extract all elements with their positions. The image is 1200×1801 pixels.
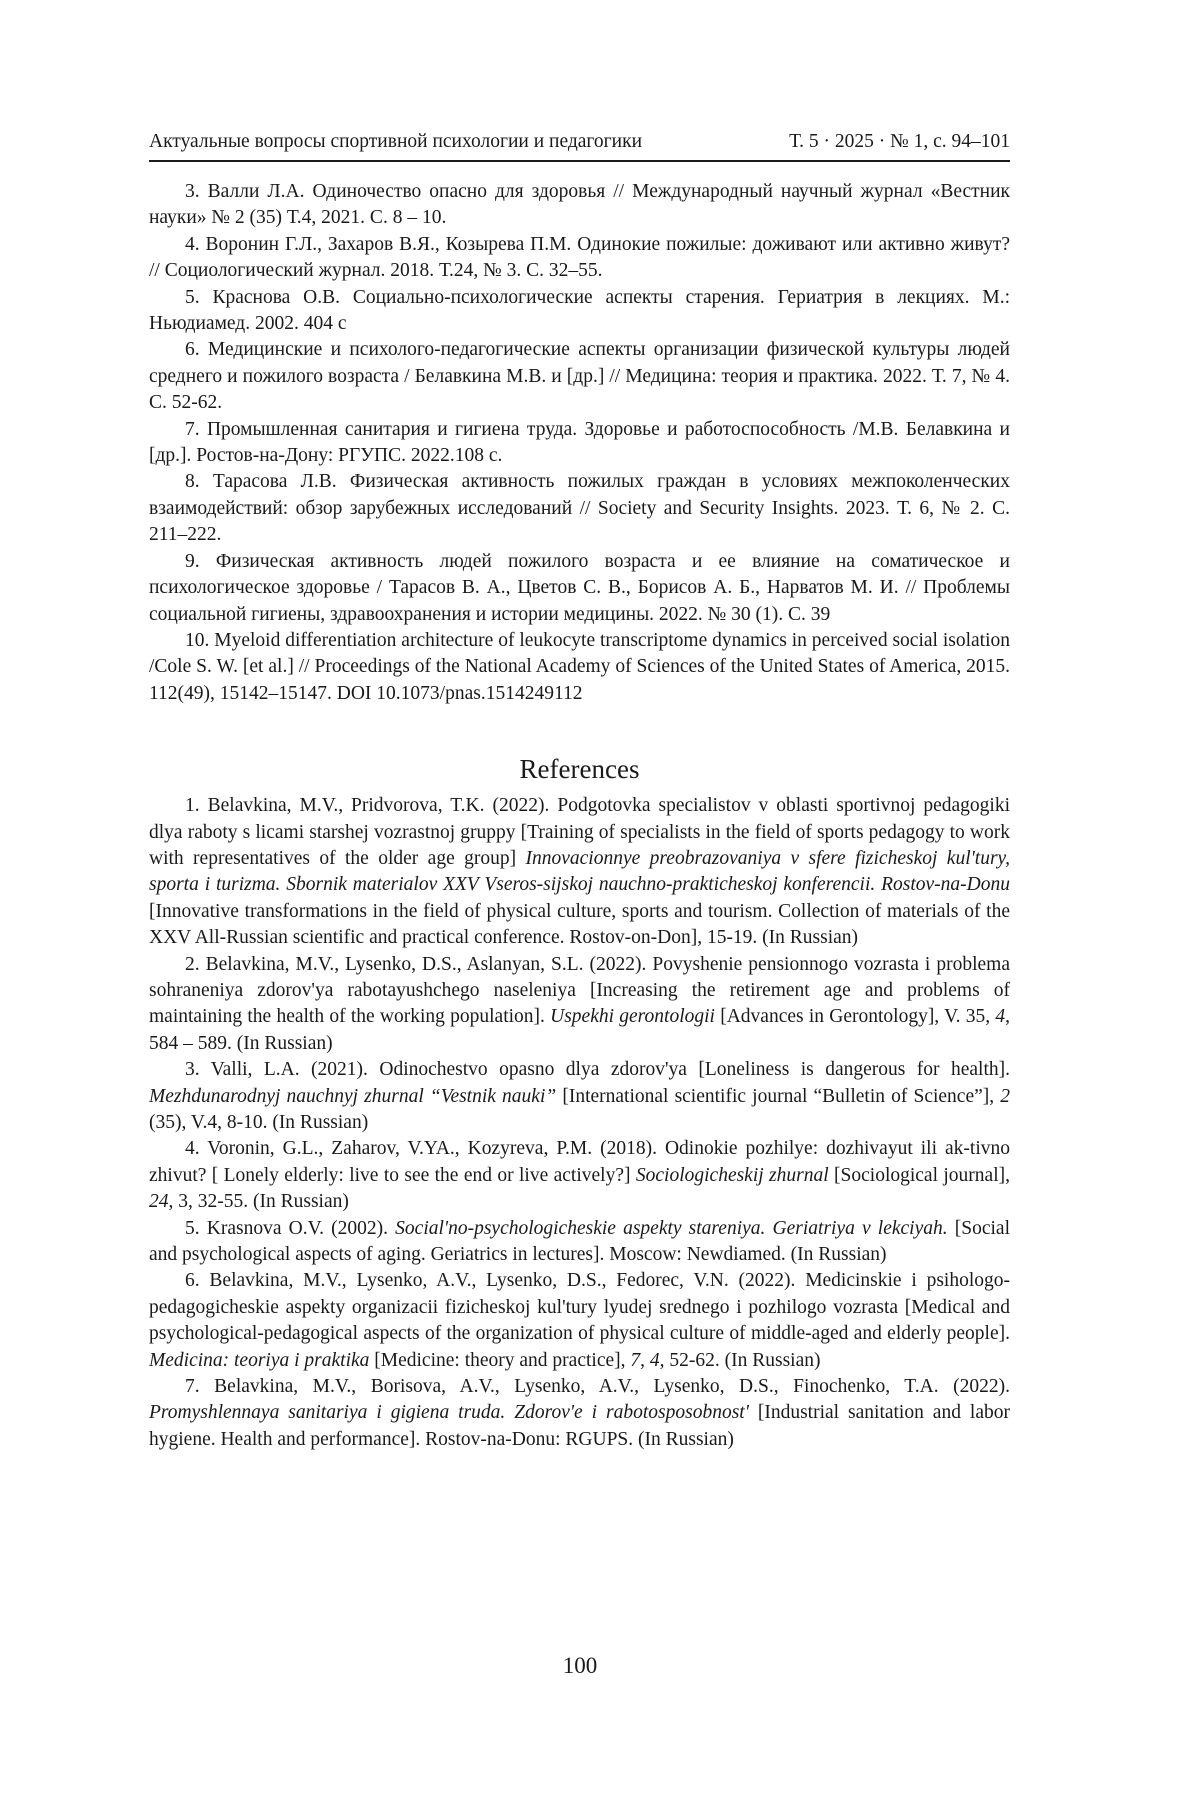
entry-italic-text: Innovacionnye preobrazovaniya v sfere fizicheskoj kul'tury, sporta i turizma. Sbornik materialov XXV Vseros-sijskoj nauchno-prakticheskoj konferencii. Rostov-na-Donu xyxy=(149,847,1010,896)
entry-text: 6. Belavkina, M.V., Lysenko, A.V., Lysenko, D.S., Fedorec, V.N. (2022). Medicinskie i psihologo-pedagogicheskie aspekty organizacii fizicheskoj kul'tury lyudej srednego i pozhilogo vozrasta [Medical and psychological-pedagogical aspects of the organization of physical culture of middle-aged and elderly people]. xyxy=(149,1270,1010,1345)
running-header xyxy=(149,128,1010,162)
entry-italic-text: Mezhdunarodnyj nauchnyj zhurnal “Vestnik nauki” xyxy=(149,1085,557,1107)
issue-info: Т. 5 · 2025 · № 1, с. 94–101 xyxy=(789,131,1010,152)
reference-entry xyxy=(149,793,1010,951)
bibliography-entry xyxy=(149,337,1010,416)
entry-text: 52-62. (In Russian) xyxy=(664,1349,821,1371)
entry-text: [Sociological journal], xyxy=(828,1164,1010,1186)
entry-text: 8. Тарасова Л.В. Физическая активность пожилых граждан в условиях межпоколенческих взаимодействий: обзор зарубежных исследований // Society and Security Insights. 2023. Т. 6, № 2. С. 211–222. xyxy=(149,471,1010,546)
entry-italic-text: 24 xyxy=(149,1191,169,1213)
reference-entry xyxy=(149,1057,1010,1136)
reference-entry xyxy=(149,1268,1010,1374)
references-heading: References xyxy=(519,754,640,785)
bibliography-list xyxy=(149,179,1010,707)
entry-text: 3. Valli, L.A. (2021). Odinochestvo opasno dlya zdorov'ya [Loneliness is dangerous for health]. xyxy=(185,1059,1010,1081)
entry-text: 5. Краснова О.В. Социально-психологические аспекты старения. Гериатрия в лекциях. М.: Ньюдиамед. 2002. 404 с xyxy=(149,286,1010,335)
bibliography-entry xyxy=(149,469,1010,548)
entry-italic-text: 7, 4, xyxy=(630,1349,665,1371)
page-number: 100 xyxy=(562,1653,598,1678)
entry-text: 5. Krasnova O.V. (2002). xyxy=(185,1217,396,1239)
bibliography-entry xyxy=(149,179,1010,232)
page-content xyxy=(149,179,1010,1453)
bibliography-entry xyxy=(149,549,1010,628)
entry-text: [Advances in Gerontology], V. 35, xyxy=(714,1006,996,1028)
entry-italic-text: 4 xyxy=(995,1006,1006,1028)
bibliography-entry xyxy=(149,628,1010,707)
entry-italic-text: Uspekhi gerontologii xyxy=(550,1006,715,1028)
entry-text: 4. Voronin, G.L., Zaharov, V.YA., Kozyreva, P.M. (2018). Odinokie pozhilye: dozhivayut ili ak-tivno zhivut? [ Lonely elderly: live to see the end or live actively?] xyxy=(149,1138,1010,1186)
entry-text: [Social and psychological aspects of aging. Geriatrics in lectures]. Moscow: Newdiamed. (In Russian) xyxy=(149,1217,1010,1266)
entry-italic-text: Sociologicheskij zhurnal xyxy=(635,1164,829,1186)
entry-text: 3. Валли Л.А. Одиночество опасно для здоровья // Международный научный журнал «Вестник науки» № 2 (35) Т.4, 2021. С. 8 – 10. xyxy=(149,181,1010,229)
entry-text: 6. Медицинские и психолого-педагогические аспекты организации физической культуры людей среднего и пожилого возраста / Белавкина М.В. и [др.] // Медицина: теория и практика. 2022. Т. 7, № 4. С. 52-62. xyxy=(149,339,1010,414)
reference-entry xyxy=(149,952,1010,1058)
entry-italic-text: 2 xyxy=(1000,1085,1010,1107)
entry-text: 10. Myeloid differentiation architecture of leukocyte transcriptome dynamics in perceived social isolation /Cole S. W. [et al.] // Proceedings of the National Academy of Sciences of the United States of America, 2015. 112(49), 15142–15147. DOI 10.1073/pnas.1514249112 xyxy=(149,629,1010,704)
entry-text: 2. Belavkina, M.V., Lysenko, D.S., Aslanyan, S.L. (2022). Povyshenie pensionnogo vozrasta i problema sohraneniya zdorov'ya rabotayushchego naseleniya [Increasing the retirement age and problems of maintaining the health of the working population]. xyxy=(149,953,1010,1028)
entry-text: [Industrial sanitation and labor hygiene. Health and performance]. Rostov-na-Donu: RGUPS. (In Russian) xyxy=(149,1402,1010,1450)
reference-entry xyxy=(149,1136,1010,1215)
entry-text: , 584 – 589. (In Russian) xyxy=(149,1006,1010,1054)
entry-text: 7. Промышленная санитария и гигиена труда. Здоровье и работоспособность /М.В. Белавкина и [др.]. Ростов-на-Дону: РГУПС. 2022.108 с. xyxy=(149,418,1010,467)
entry-text: [Innovative transformations in the field of physical culture, sports and tourism. Collection of materials of the XXV All-Russian scientific and practical conference. Rostov-on-Don], 15-19. (In Russian) xyxy=(149,900,1010,949)
entry-text: , 3, 32-55. (In Russian) xyxy=(168,1191,349,1213)
reference-entry xyxy=(149,1374,1010,1453)
bibliography-entry xyxy=(149,417,1010,470)
entry-italic-text: Promyshlennaya sanitariya i gigiena truda. Zdorov'e i rabotosposobnost' xyxy=(149,1402,749,1424)
journal-title: Актуальные вопросы спортивной психологии и педагогики xyxy=(149,131,643,152)
entry-italic-text: Medicina: teoriya i praktika xyxy=(149,1349,370,1371)
entry-text: [International scientific journal “Bulletin of Science”], xyxy=(556,1085,1001,1107)
entry-italic-text: Social'no-psychologicheskie aspekty stareniya. Geriatriya v lekciyah. xyxy=(395,1217,948,1239)
entry-text: 4. Воронин Г.Л., Захаров В.Я., Козырева П.М. Одинокие пожилые: доживают или активно живут? // Социологический журнал. 2018. Т.24, № 3. С. 32–55. xyxy=(149,233,1010,282)
references-list xyxy=(149,793,1010,1453)
entry-text: [Medicine: theory and practice], xyxy=(369,1349,631,1371)
bibliography-entry xyxy=(149,285,1010,338)
entry-text: 7. Belavkina, M.V., Borisova, A.V., Lysenko, A.V., Lysenko, D.S., Finochenko, T.A. (2022). xyxy=(185,1376,1010,1398)
bibliography-entry xyxy=(149,232,1010,285)
reference-entry xyxy=(149,1216,1010,1269)
entry-text: 9. Физическая активность людей пожилого возраста и ее влияние на соматическое и психологическое здоровье / Тарасов В. А., Цветов С. В., Борисов А. Б., Нарватов М. И. // Проблемы социальной гигиены, здравоохранения и истории медицины. 2022. № 30 (1). С. 39 xyxy=(149,550,1010,625)
entry-text: (35), V.4, 8-10. (In Russian) xyxy=(149,1112,369,1133)
entry-text: 1. Belavkina, M.V., Pridvorova, T.K. (2022). Podgotovka specialistov v oblasti sportivnoj pedagogiki dlya raboty s licami starshej vozrastnoj gruppy [Training of specialists in the field of sports pedagogy to work with representatives of the older age group] xyxy=(149,795,1010,869)
